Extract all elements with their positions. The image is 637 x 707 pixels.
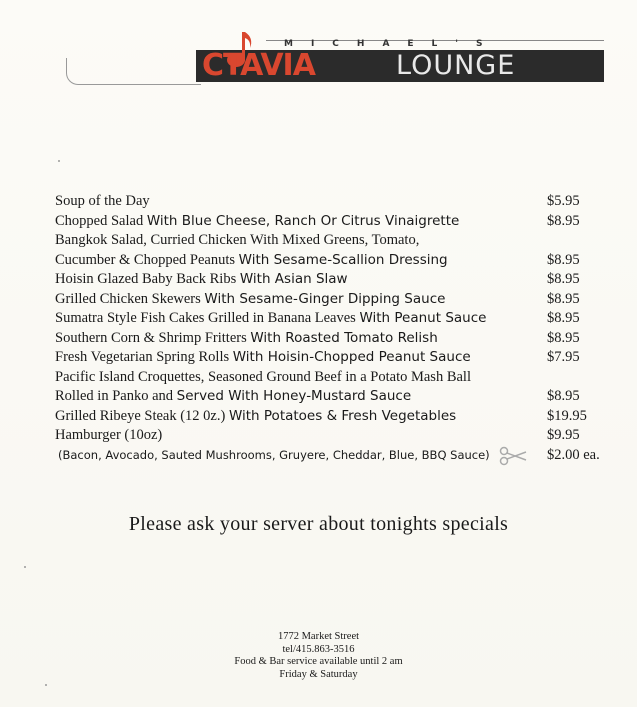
menu-item xyxy=(55,387,615,407)
paper-speck xyxy=(24,566,26,568)
menu-item-price: $8.95 xyxy=(547,290,580,307)
menu-item-price: $8.95 xyxy=(547,251,580,268)
logo-main-text: CTAVIA xyxy=(202,48,315,83)
menu-item-name: Hoisin Glazed Baby Back Ribs xyxy=(55,271,237,287)
menu-item-name: Grilled Ribeye Steak (12 0z.) xyxy=(55,407,226,424)
menu-item-text xyxy=(55,290,445,310)
menu-item-price: $19.95 xyxy=(547,407,587,424)
menu-item xyxy=(55,329,615,349)
restaurant-logo xyxy=(196,28,604,84)
logo-rule-line xyxy=(66,58,201,85)
menu-item-description: With Sesame-Scallion Dressing xyxy=(238,251,448,268)
footer-service-hours: Food & Bar service available until 2 am xyxy=(234,656,403,667)
menu-item xyxy=(55,192,615,212)
menu-item-description: With Potatoes & Fresh Vegetables xyxy=(228,407,457,424)
menu-item-text xyxy=(55,426,162,446)
menu-item xyxy=(55,251,615,271)
menu-item-text xyxy=(55,192,150,212)
menu-item-name: Bangkok Salad, Curried Chicken With Mixed Greens, Tomato, xyxy=(55,232,420,248)
menu-item-text xyxy=(55,212,459,232)
menu-item-name: Cucumber & Chopped Peanuts xyxy=(55,251,236,268)
menu-item-price: $8.95 xyxy=(547,329,580,346)
menu-item-text xyxy=(55,329,438,349)
burger-toppings-price: $2.00 ea. xyxy=(547,446,600,463)
menu-item-price: $9.95 xyxy=(547,427,580,443)
specials-note: Please ask your server about tonights specials xyxy=(128,513,509,535)
paper-speck xyxy=(45,684,47,686)
menu-item-name: Sumatra Style Fish Cakes Grilled in Banana Leaves xyxy=(55,310,356,326)
menu-item-text xyxy=(55,368,471,388)
menu-item-name: Rolled in Panko and xyxy=(55,388,174,404)
menu-item-description: With Asian Slaw xyxy=(239,271,348,287)
menu-item xyxy=(55,368,615,388)
menu-item-text xyxy=(55,348,471,368)
menu-item-name: Pacific Island Croquettes, Seasoned Ground Beef in a Potato Mash Ball xyxy=(55,368,471,385)
menu-item xyxy=(55,309,615,329)
footer xyxy=(0,631,637,681)
menu-item-description: Served With Honey-Mustard Sauce xyxy=(176,388,412,404)
menu-item-name: Hamburger (10oz) xyxy=(55,427,163,443)
menu-item-text xyxy=(55,309,486,329)
menu-item-name: Fresh Vegetarian Spring Rolls xyxy=(55,349,230,365)
menu-item-text xyxy=(55,270,348,290)
menu-item-price: $7.95 xyxy=(547,349,580,365)
menu-item-text xyxy=(55,231,419,251)
scissors-icon xyxy=(499,446,527,466)
menu-item-price: $5.95 xyxy=(547,193,580,209)
menu-item-price: $8.95 xyxy=(547,212,580,229)
menu-item-price: $8.95 xyxy=(547,310,580,326)
menu-list xyxy=(55,192,615,465)
menu-item-description: With Peanut Sauce xyxy=(359,310,487,326)
menu-item xyxy=(55,348,615,368)
menu-item-text xyxy=(55,407,456,427)
menu-item-description: With Blue Cheese, Ranch Or Citrus Vinaigrette xyxy=(146,212,460,229)
burger-toppings-row xyxy=(55,446,615,466)
menu-item xyxy=(55,231,615,251)
menu-item-name: Soup of the Day xyxy=(55,193,150,209)
menu-item xyxy=(55,426,615,446)
menu-item-text xyxy=(55,387,411,407)
menu-item-price: $8.95 xyxy=(547,388,580,404)
menu-item xyxy=(55,270,615,290)
menu-item-text xyxy=(55,251,448,271)
menu-item-name: Chopped Salad xyxy=(55,212,144,229)
menu-item-name: Southern Corn & Shrimp Fritters xyxy=(55,329,247,346)
menu-item xyxy=(55,290,615,310)
burger-toppings-text: (Bacon, Avocado, Sauted Mushrooms, Gruyere, Cheddar, Blue, BBQ Sauce) xyxy=(58,447,490,462)
logo-top-text: MICHAEL'S xyxy=(284,39,501,49)
menu-item-description: With Sesame-Ginger Dipping Sauce xyxy=(204,290,446,307)
menu-item-name: Grilled Chicken Skewers xyxy=(55,290,201,307)
footer-address: 1772 Market Street xyxy=(277,631,360,642)
menu-item-description: With Hoisin-Chopped Peanut Sauce xyxy=(232,349,471,365)
paper-speck xyxy=(58,160,60,162)
menu-item xyxy=(55,212,615,232)
footer-days: Friday & Saturday xyxy=(279,668,358,680)
footer-phone: tel/415.863-3516 xyxy=(282,643,355,655)
menu-item-description: With Roasted Tomato Relish xyxy=(250,329,438,346)
logo-secondary-text: LOUNGE xyxy=(396,50,516,81)
menu-item-price: $8.95 xyxy=(547,271,580,287)
menu-item xyxy=(55,407,615,427)
